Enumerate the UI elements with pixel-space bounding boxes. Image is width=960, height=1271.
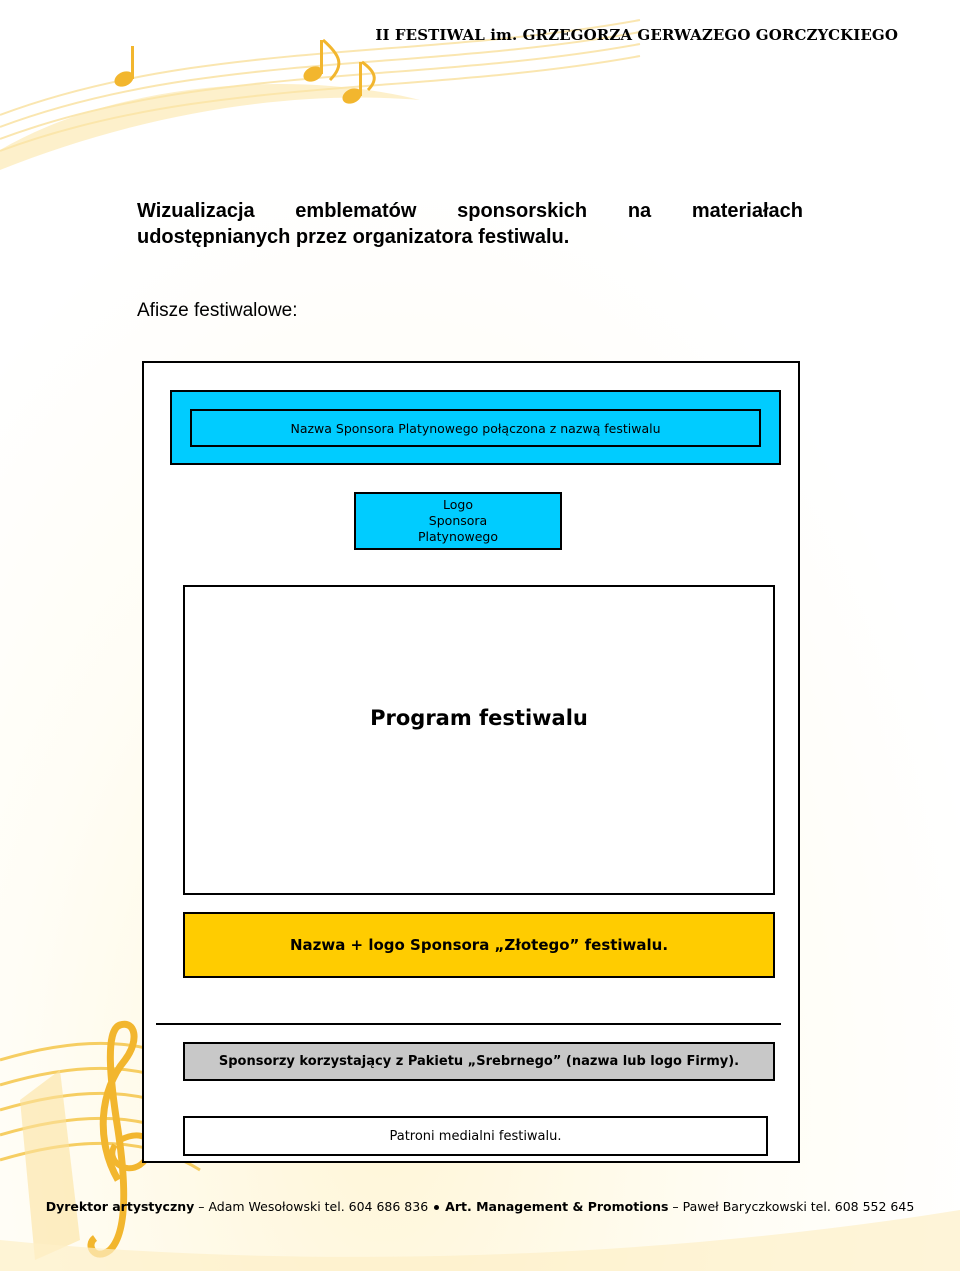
silver-sponsors-box: Sponsorzy korzystający z Pakietu „Srebrnego” (nazwa lub logo Firmy).	[183, 1042, 775, 1081]
page-heading	[137, 198, 803, 250]
footer-contacts	[0, 1199, 960, 1214]
gold-sponsor-box: Nazwa + logo Sponsora „Złotego” festiwalu.	[183, 912, 775, 978]
heading-word: sponsorskich	[457, 200, 588, 222]
platinum-sponsor-name-box: Nazwa Sponsora Platynowego połączona z nazwą festiwalu	[190, 409, 761, 447]
divider-line	[156, 1023, 781, 1025]
heading-word: materiałach	[691, 200, 803, 222]
heading-word: na	[627, 200, 652, 222]
footer-agency-role: Art. Management & Promotions	[445, 1199, 669, 1214]
festival-header-title: II FESTIWAL im. GRZEGORZA GERWAZEGO GORCZYCKIEGO	[375, 26, 898, 44]
heading-word: Wizualizacja	[137, 200, 255, 222]
heading-line-1	[137, 198, 803, 224]
footer-agency: – Paweł Baryczkowski tel. 608 552 645	[668, 1199, 915, 1214]
program-box	[183, 585, 775, 895]
media-patrons-box: Patroni medialni festiwalu.	[183, 1116, 768, 1156]
platinum-sponsor-logo-box: Logo Sponsora Platynowego	[354, 492, 562, 550]
bullet-icon	[434, 1205, 439, 1210]
heading-word: emblematów	[295, 200, 417, 222]
heading-line-2: udostępnianych przez organizatora festiwalu.	[137, 226, 570, 248]
posters-label: Afisze festiwalowe:	[137, 300, 298, 321]
footer-director: – Adam Wesołowski tel. 604 686 836	[194, 1199, 429, 1214]
program-title: Program festiwalu	[370, 706, 588, 730]
footer-director-role: Dyrektor artystyczny	[45, 1199, 195, 1214]
